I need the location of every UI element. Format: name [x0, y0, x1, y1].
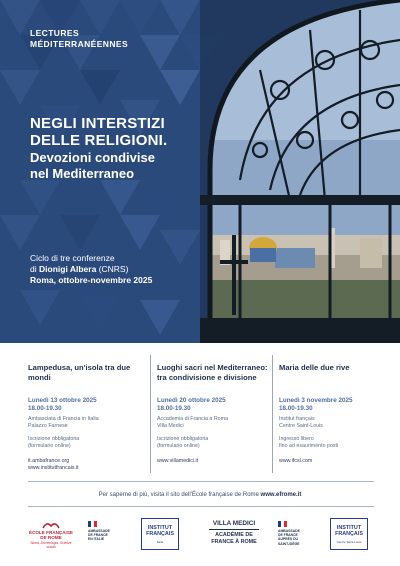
lecture-date	[28, 397, 140, 413]
medici-line: FRANCE À ROME	[211, 538, 257, 545]
lecture-note	[157, 436, 269, 450]
title-line: DELLE RELIGIONI.	[30, 132, 168, 149]
lecture-note	[28, 436, 140, 450]
lecture-title: Luoghi sacri nel Mediterraneo: tra condivisione e divisione	[157, 363, 268, 382]
ambassade-line: SAINT-SIÈGE	[278, 541, 300, 546]
divider	[28, 481, 374, 482]
institut-line: FRANÇAIS	[146, 531, 174, 537]
more-info-text: Per saperne di più, visita il sito dell'École française de Rome	[98, 492, 259, 498]
villa-medici-logo	[200, 518, 268, 550]
note-line: Ingresso libero	[279, 436, 314, 442]
ambassade-line: DE FRANCE	[278, 533, 298, 538]
ambassade-text	[88, 529, 128, 542]
french-flag-icon	[88, 521, 97, 527]
lecture-date-line: Lunedì 13 ottobre 2025	[28, 397, 97, 404]
french-flag-icon	[278, 521, 287, 527]
more-info-link[interactable]: www.efrome.it	[260, 492, 302, 498]
lecture-place	[157, 416, 269, 430]
lecture-links	[157, 458, 269, 465]
place-line: Centre Saint-Louis	[279, 423, 323, 429]
series-line: LECTURES	[30, 28, 80, 38]
lecture-3	[272, 355, 379, 473]
place-line: Institut français	[279, 416, 315, 422]
note-line: fino ad esaurimento posti	[279, 443, 339, 449]
intro-when	[30, 275, 152, 286]
note-line: Iscrizione obbligatoria	[157, 436, 209, 442]
efr-name	[28, 530, 74, 540]
place-line: Palazzo Farnese	[28, 423, 68, 429]
more-info	[0, 492, 400, 498]
ambassade-line: AUPRÈS DU	[278, 537, 298, 542]
link-ambafrance[interactable]: it.ambafrance.org	[28, 458, 70, 464]
medici-name: VILLA MEDICI	[212, 520, 256, 527]
lecture-date-line: Lunedì 3 novembre 2025	[279, 397, 353, 404]
link-villamedici[interactable]: www.villamedici.it	[157, 458, 199, 464]
window-photo	[200, 0, 400, 343]
lecture-place	[28, 416, 140, 430]
lecture-place	[279, 416, 379, 430]
link-institutfrancais[interactable]: www.institutfrancais.it	[28, 465, 79, 471]
efr-tagline: Storia, Archeologia, Scienze sociali	[30, 541, 72, 549]
ambassade-line: EN ITALIE	[88, 537, 105, 542]
note-line: (formulario online)	[28, 443, 71, 449]
efr-line: DE ROME	[40, 535, 62, 540]
ambassade-italie-logo	[88, 518, 128, 550]
institut-line: INSTITUT	[336, 525, 362, 531]
note-line: Iscrizione obbligatoria	[28, 436, 80, 442]
lecture-date-line: Lunedì 20 ottobre 2025	[157, 397, 226, 404]
program	[28, 355, 374, 475]
lecture-date	[279, 397, 379, 413]
place-line: Accademia di Francia a Roma	[157, 416, 228, 422]
intro-line: Ciclo di tre conferenze	[30, 253, 115, 263]
medici-line: ACADÉMIE DE	[215, 532, 253, 538]
lecture-time: 18.00-19.30	[28, 405, 62, 412]
title-line: NEGLI INTERSTIZI	[30, 115, 165, 132]
institut-line: INSTITUT	[147, 525, 173, 531]
place-line: Ambasciata di Francia in Italia	[28, 416, 99, 422]
divider	[28, 506, 374, 507]
series-title	[30, 28, 128, 50]
institut-francais-italia-logo	[141, 518, 179, 550]
lecture-note	[279, 436, 379, 450]
lecture-2	[150, 355, 269, 473]
institut-francais-saint-louis-logo	[330, 518, 368, 550]
intro-text	[30, 253, 152, 286]
subtitle-line: nel Mediterraneo	[30, 166, 135, 181]
subtitle	[30, 150, 155, 182]
institut-line: FRANÇAIS	[335, 531, 363, 537]
ambassade-text	[278, 529, 318, 546]
ambassade-line: AMBASSADE	[278, 529, 300, 533]
ambassade-line: DE FRANCE	[88, 533, 108, 538]
institut-sub: Italia	[156, 540, 164, 544]
lecture-title: Maria delle due rive	[279, 363, 350, 372]
place-line: Villa Medici	[157, 423, 184, 429]
institut-sub: Centre Saint-Louis	[336, 540, 362, 544]
intro-speaker-line	[30, 264, 152, 275]
efr-logo	[28, 518, 74, 550]
intro-di: di	[30, 264, 37, 274]
link-ifcsl[interactable]: www.ifcsl.com	[279, 458, 313, 464]
lecture-1	[28, 355, 140, 473]
ambassade-line: AMBASSADE	[88, 529, 110, 533]
lecture-time: 18.00-19.30	[157, 405, 191, 412]
efr-line: ÉCOLE FRANÇAISE	[29, 530, 73, 535]
lecture-links	[28, 458, 140, 472]
lecture-links	[279, 458, 379, 465]
medici-bar	[209, 529, 259, 530]
ambassade-saint-siege-logo	[278, 518, 318, 550]
lecture-date	[157, 397, 269, 413]
subtitle-line: Devozioni condivise	[30, 150, 155, 165]
intro-when-text: Roma, ottobre-novembre 2025	[30, 275, 153, 285]
note-line: (formulario online)	[157, 443, 200, 449]
main-title	[30, 115, 167, 149]
speaker-affiliation: (CNRS)	[98, 264, 129, 274]
efr-wave-icon	[42, 520, 60, 530]
speaker-name: Dionigi Albera	[39, 264, 97, 274]
lecture-time: 18.00-19.30	[279, 405, 313, 412]
lecture-title: Lampedusa, un'isola tra due mondi	[28, 363, 131, 382]
series-line: MÉDITERRANÉENNES	[30, 39, 129, 49]
